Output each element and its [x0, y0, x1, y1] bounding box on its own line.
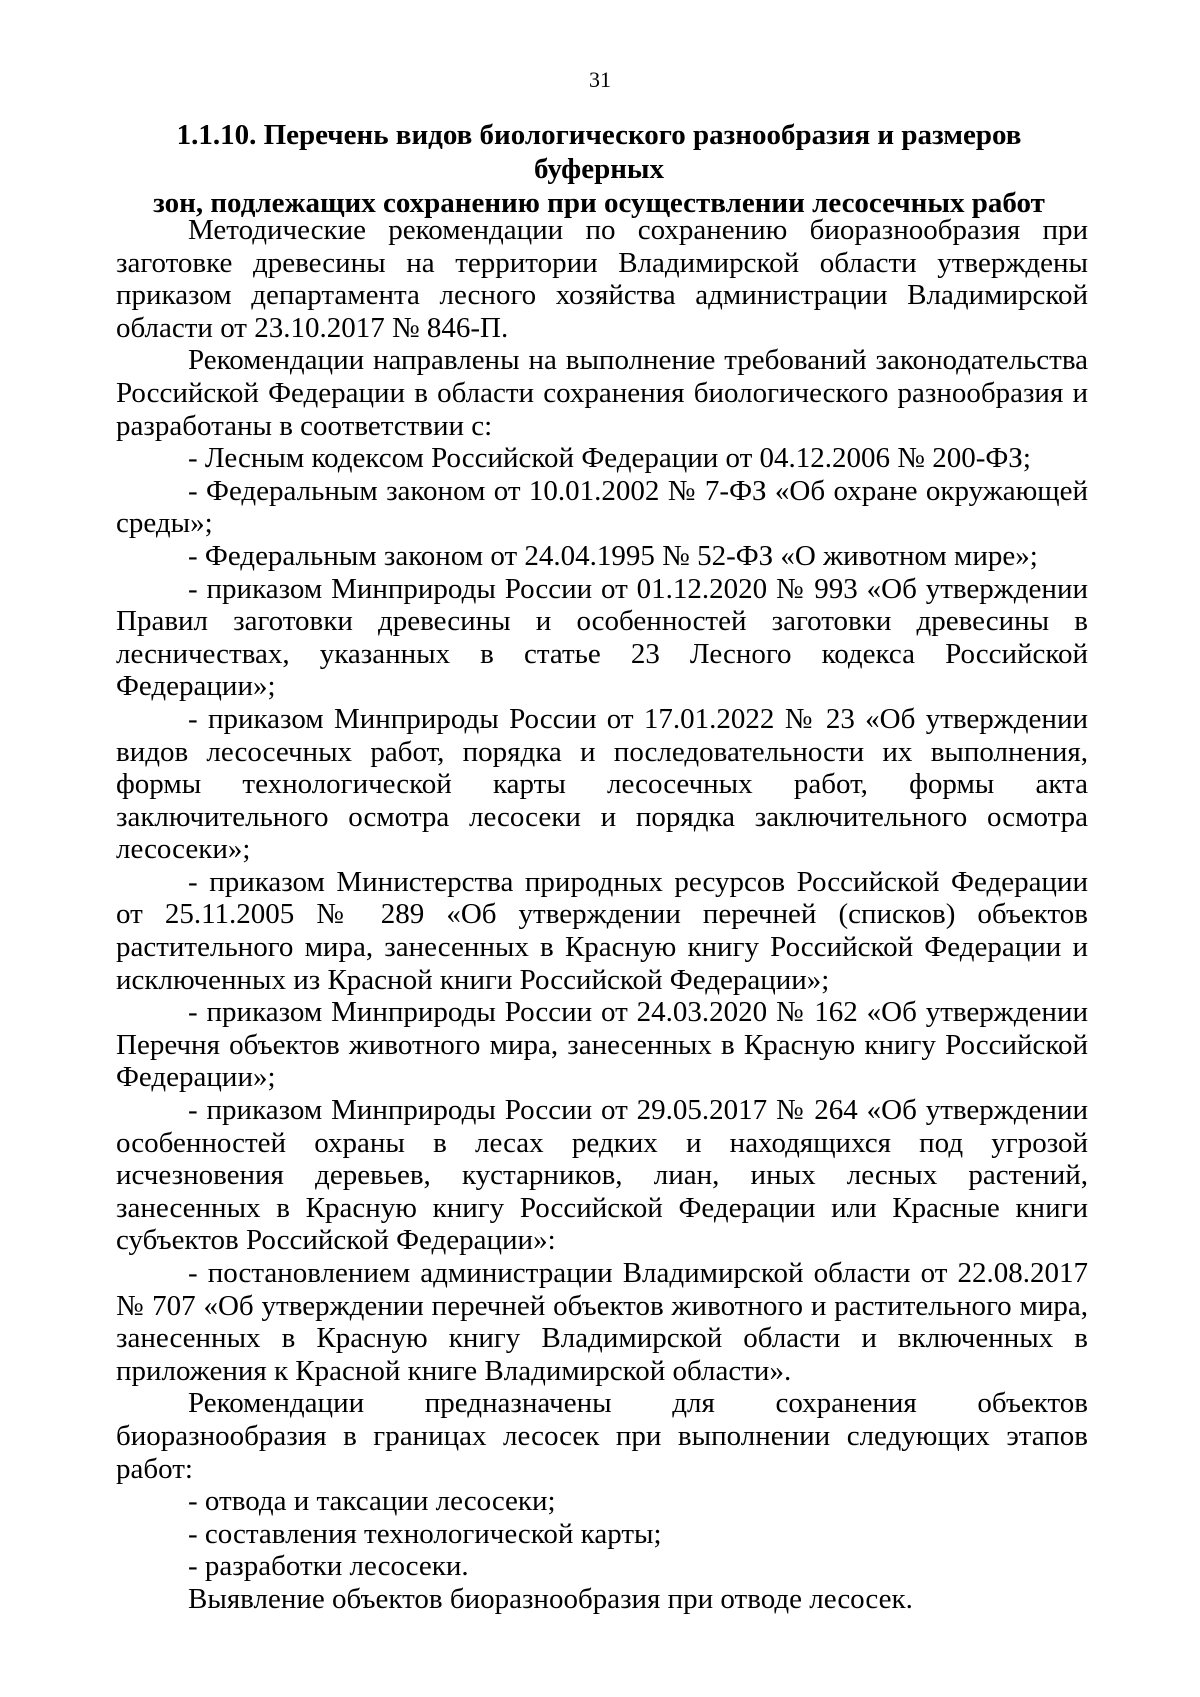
list-item-stage-allotment: - отвода и таксации лесосеки;: [188, 1485, 556, 1518]
page-number: 31: [589, 67, 611, 92]
section-heading: [112, 118, 1086, 220]
section-heading-line-2: зон, подлежащих сохранению при осуществлении лесосечных работ: [153, 187, 1045, 219]
section-heading-line-1: 1.1.10. Перечень видов биологического разнообразия и размеров буферных: [176, 119, 1022, 185]
list-item-order-289: - приказом Министерства природных ресурсов Российской Федерации от 25.11.2005 № 289 «Об утверждении перечней (списков) объектов растительного мира, занесенных в Красную книгу Российской Федерации и исключенных из Красной книги Российской Федерации»;: [116, 865, 1088, 996]
list-item-stage-logging: - разработки лесосеки.: [188, 1550, 469, 1583]
list-item-order-162: - приказом Минприроды России от 24.03.2020 № 162 «Об утверждении Перечня объектов животного мира, занесенных в Красную книгу Российской Федерации»;: [116, 996, 1088, 1094]
paragraph-stages: Рекомендации предназначены для сохранения объектов биоразнообразия в границах лесосек при выполнении следующих этапов работ:: [116, 1387, 1088, 1485]
list-item-environment-law: - Федеральным законом от 10.01.2002 № 7-ФЗ «Об охране окружающей среды»;: [116, 474, 1088, 540]
list-item-forest-code: - Лесным кодексом Российской Федерации от 04.12.2006 № 200-ФЗ;: [188, 442, 1031, 475]
paragraph-purpose: Рекомендации направлены на выполнение требований законодательства Российской Федерации в области сохранения биологического разнообразия и разработаны в соответствии с:: [116, 344, 1088, 442]
document-body: [116, 214, 1088, 1616]
list-item-order-264: - приказом Минприроды России от 29.05.2017 № 264 «Об утверждении особенностей охраны в лесах редких и находящихся под угрозой исчезновения деревьев, кустарников, лиан, иных лесных растений, занесенных в Красную книгу Российской Федерации или Красные книги субъектов Российской Федерации»:: [116, 1094, 1088, 1257]
list-item-resolution-707: - постановлением администрации Владимирской области от 22.08.2017 № 707 «Об утверждении перечней объектов животного и растительного мира, занесенных в Красную книгу Владимирской области и включенных в приложения к Красной книге Владимирской области».: [116, 1257, 1088, 1387]
paragraph-identification: Выявление объектов биоразнообразия при отводе лесосек.: [188, 1582, 913, 1615]
paragraph-intro: Методические рекомендации по сохранению биоразнообразия при заготовке древесины на территории Владимирской области утверждены приказом департамента лесного хозяйства администрации Владимирской области от 23.10.2017 № 846-П.: [116, 214, 1088, 344]
list-item-order-993: - приказом Минприроды России от 01.12.2020 № 993 «Об утверждении Правил заготовки древесины и особенностей заготовки древесины в лесничествах, указанных в статье 23 Лесного кодекса Российской Федерации»;: [116, 572, 1088, 703]
list-item-order-23: - приказом Минприроды России от 17.01.2022 № 23 «Об утверждении видов лесосечных работ, порядка и последовательности их выполнения, формы технологической карты лесосечных работ, формы акта заключительного осмотра лесосеки и порядка заключительного осмотра лесосеки»;: [116, 702, 1088, 866]
list-item-wildlife-law: - Федеральным законом от 24.04.1995 № 52-ФЗ «О животном мире»;: [188, 539, 1038, 572]
list-item-stage-map: - составления технологической карты;: [188, 1517, 662, 1550]
